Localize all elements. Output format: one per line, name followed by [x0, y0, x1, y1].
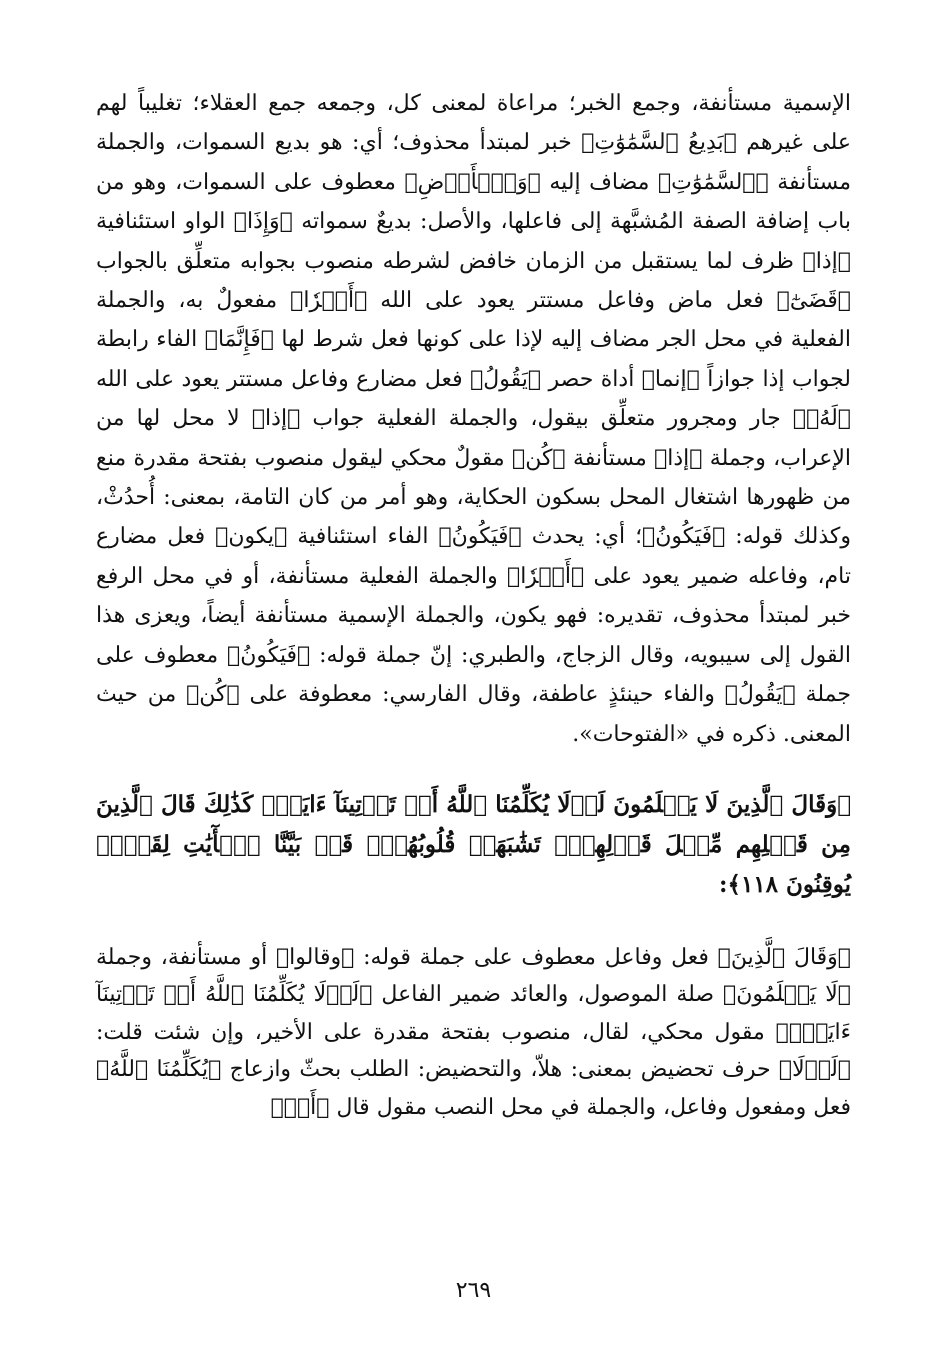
- quran-verse-block: [96, 785, 851, 905]
- page-number: ٢٦٩: [455, 1278, 492, 1303]
- page-body: [96, 84, 851, 1364]
- quran-verse: ﴿وَقَالَ ٱلَّذِينَ لَا يَعۡلَمُونَ لَوۡلَا يُكَلِّمُنَا ٱللَّهُ أَوۡ تَأۡتِينَآ ءَايَةٞۗ كَذَٰلِكَ قَالَ ٱلَّذِينَ مِن قَبۡلِهِم مِّثۡلَ قَوۡلِهِمۡۘ تَشَٰبَهَتۡ قُلُوبُهُمۡۗ قَدۡ بَيَّنَّا ٱلۡأٓيَٰتِ لِقَوۡمٖ يُوقِنُونَ ١١٨﴾:: [96, 790, 851, 898]
- commentary-paragraph-1: الإسمية مستأنفة، وجمع الخبر؛ مراعاة لمعنى كل، وجمعه جمع العقلاء؛ تغليباً لهم على غيرهم ﴿بَدِيعُ ٱلسَّمَٰوَٰتِ﴾ خبر لمبتدأ محذوف؛ أي: هو بديع السموات، والجملة مستأنفة ﴿ٱلسَّمَٰوَٰتِ﴾ مضاف إليه ﴿وَٱلۡأَرۡضِ﴾ معطوف على السموات، وهو من باب إضافة الصفة المُشبَّهة إلى فاعلها، والأصل: بديعٌ سمواته ﴿وَإِذَا﴾ الواو استئنافية ﴿إذا﴾ ظرف لما يستقبل من الزمان خافض لشرطه منصوب بجوابه متعلِّق بالجواب ﴿قَضَىٰٓ﴾ فعل ماض وفاعل مستتر يعود على الله ﴿أَمۡرٗا﴾ مفعولٌ به، والجملة الفعلية في محل الجر مضاف إليه لإذا على كونها فعل شرط لها ﴿فَإِنَّمَا﴾ الفاء رابطة لجواب إذا جوازاً ﴿إنما﴾ أداة حصر ﴿يَقُولُ﴾ فعل مضارع وفاعل مستتر يعود على الله ﴿لَهُۥ﴾ جار ومجرور متعلِّق بيقول، والجملة الفعلية جواب ﴿إذا﴾ لا محل لها من الإعراب، وجملة ﴿إذا﴾ مستأنفة ﴿كُن﴾ مقولٌ محكي ليقول منصوب بفتحة مقدرة منع من ظهورها اشتغال المحل بسكون الحكاية، وهو أمر من كان التامة، بمعنى: أُحدُثْ، وكذلك قوله: ﴿فَيَكُونُ﴾؛ أي: يحدث ﴿فَيَكُونُ﴾ الفاء استئنافية ﴿يكون﴾ فعل مضارع تام، وفاعله ضمير يعود على ﴿أَمۡرٗا﴾ والجملة الفعلية مستأنفة، أو في محل الرفع خبر لمبتدأ محذوف، تقديره: فهو يكون، والجملة الإسمية مستأنفة أيضاً، ويعزى هذا القول إلى سيبويه، وقال الزجاج، والطبري: إنّ جملة قوله: ﴿فَيَكُونُ﴾ معطوف على جملة ﴿يَقُولُ﴾ والفاء حينئذٍ عاطفة، وقال الفارسي: معطوفة على ﴿كُن﴾ من حيث المعنى. ذكره في «الفتوحات».: [96, 91, 851, 747]
- commentary-paragraph-2: ﴿وَقَالَ ٱلَّذِينَ﴾ فعل وفاعل معطوف على جملة قوله: ﴿وقالوا﴾ أو مستأنفة، وجملة ﴿لَا يَعۡلَمُونَ﴾ صلة الموصول، والعائد ضمير الفاعل ﴿لَوۡلَا يُكَلِّمُنَا ٱللَّهُ أَوۡ تَأۡتِينَآ ءَايَةٞۗ﴾ مقول محكي، لقال، منصوب بفتحة مقدرة على الأخير، وإن شئت قلت: ﴿لَوۡلَا﴾ حرف تحضيض بمعنى: هلاّ، والتحضيض: الطلب بحثّ وازعاج ﴿يُكَلِّمُنَا ٱللَّهُ﴾ فعل ومفعول وفاعل، والجملة في محل النصب مقول قال ﴿أَوۡ﴾: [96, 944, 851, 1120]
